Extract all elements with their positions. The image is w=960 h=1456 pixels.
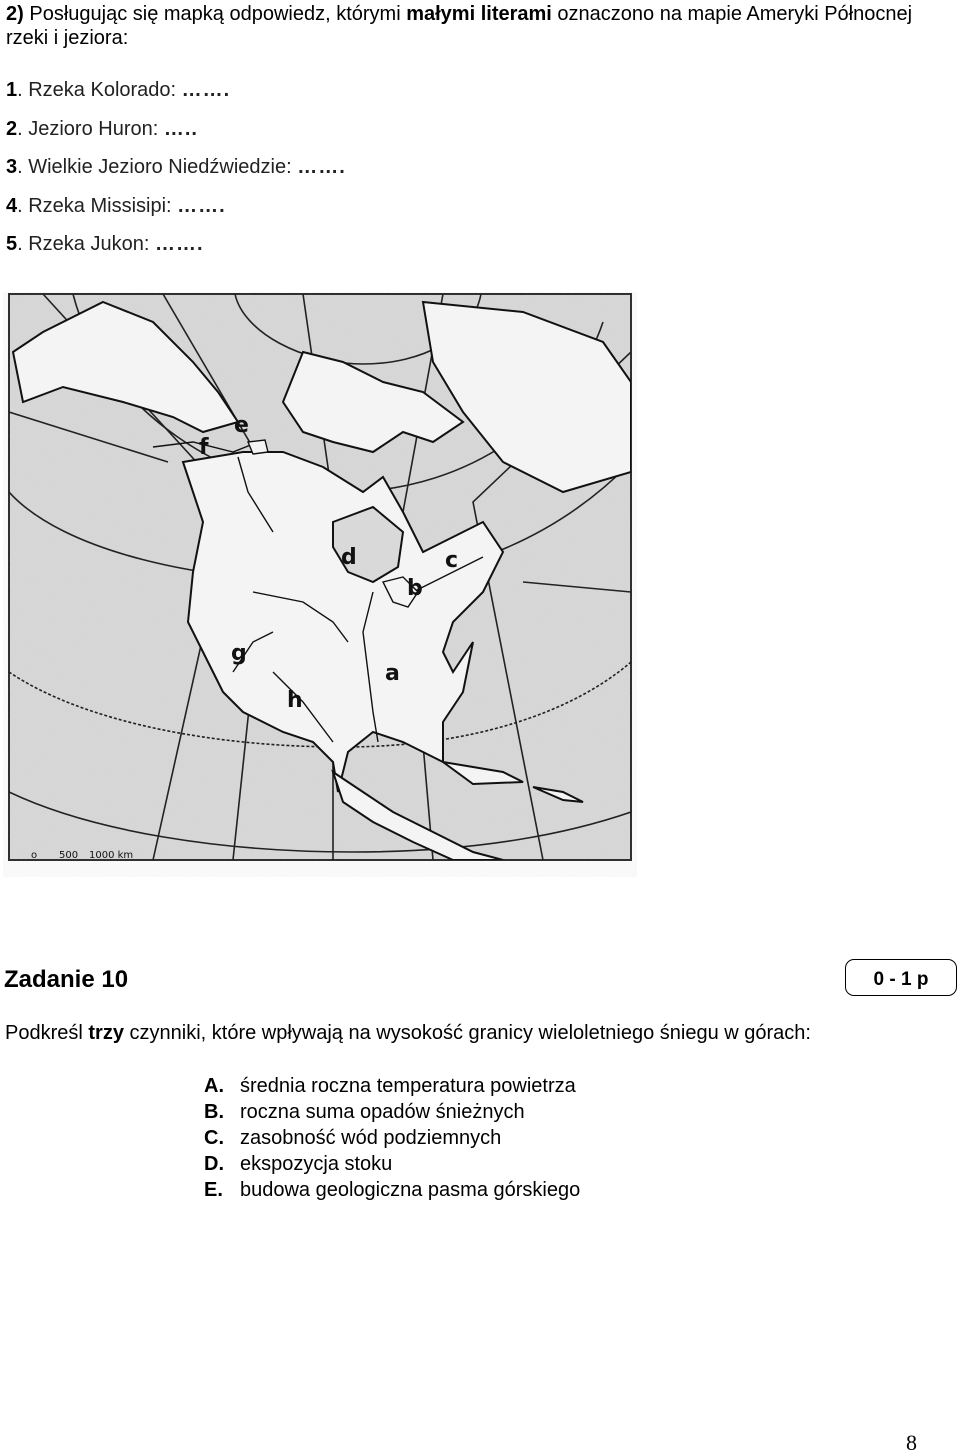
- prompt-before: Podkreśl: [5, 1022, 83, 1044]
- prompt-bold: trzy: [88, 1022, 124, 1044]
- answer-item: [6, 232, 346, 271]
- option-letter: C.: [204, 1127, 224, 1149]
- answer-item: [6, 155, 346, 194]
- map-label-e: e: [234, 413, 249, 438]
- map-label-c: c: [445, 548, 459, 573]
- item-label: . Rzeka Jukon:: [17, 233, 150, 255]
- prompt-after: czynniki, które wpływają na wysokość granicy wieloletniego śniegu w górach:: [129, 1022, 811, 1044]
- scale-end: 1000 km: [89, 850, 134, 861]
- map-label-g: g: [231, 641, 247, 666]
- option-d[interactable]: [204, 1152, 580, 1178]
- question-text-bold: małymi literami: [406, 3, 552, 25]
- item-number: 2: [6, 117, 18, 140]
- item-number: 1: [6, 79, 18, 101]
- option-text: ekspozycja stoku: [240, 1153, 393, 1175]
- answer-blank[interactable]: …….: [181, 79, 231, 101]
- answer-blank[interactable]: …….: [154, 233, 204, 255]
- scale-mid: 500: [59, 850, 79, 861]
- map-label-a: a: [385, 661, 400, 686]
- answer-blank[interactable]: …..: [163, 117, 198, 140]
- option-letter: D.: [204, 1153, 224, 1175]
- task-title: Zadanie 10: [4, 966, 129, 993]
- option-letter: B.: [204, 1101, 224, 1123]
- answer-blank[interactable]: …….: [297, 156, 346, 178]
- options-list: [204, 1074, 580, 1204]
- question-number: 2): [6, 3, 24, 25]
- page-number: 8: [906, 1430, 917, 1455]
- scale-zero: o: [31, 850, 38, 861]
- map-label-h: h: [287, 688, 303, 713]
- item-label: . Rzeka Missisipi:: [17, 194, 172, 217]
- item-number: 4: [6, 194, 18, 217]
- option-text: roczna suma opadów śnieżnych: [240, 1101, 525, 1123]
- answer-item: [6, 194, 346, 233]
- answer-item: [6, 78, 346, 117]
- option-letter: E.: [204, 1179, 223, 1201]
- item-label: . Rzeka Kolorado:: [17, 79, 177, 101]
- option-c[interactable]: [204, 1126, 580, 1152]
- item-label: . Jezioro Huron:: [17, 117, 159, 140]
- question-text-before: Posługując się mapką odpowiedz, którymi: [29, 3, 401, 25]
- answer-item: [6, 117, 346, 156]
- option-text: zasobność wód podziemnych: [240, 1127, 502, 1149]
- item-label: . Wielkie Jezioro Niedźwiedzie:: [17, 156, 292, 178]
- item-number: 3: [6, 156, 18, 178]
- answer-blank[interactable]: …….: [177, 194, 226, 217]
- map-label-b: b: [407, 576, 423, 601]
- option-a[interactable]: [204, 1074, 580, 1100]
- question-text: [6, 2, 946, 50]
- option-text: średnia roczna temperatura powietrza: [240, 1075, 576, 1097]
- answer-list: [6, 78, 346, 271]
- score-badge: 0 - 1 p: [845, 959, 957, 996]
- north-america-map: [3, 292, 637, 877]
- question-text-after: oznaczono na mapie Ameryki Północnej rzeki i jeziora:: [6, 3, 913, 49]
- option-e[interactable]: [204, 1178, 580, 1204]
- item-number: 5: [6, 233, 18, 255]
- task-prompt: [5, 1022, 811, 1045]
- option-letter: A.: [204, 1075, 224, 1097]
- map-label-d: d: [341, 545, 357, 570]
- option-b[interactable]: [204, 1100, 580, 1126]
- map-label-f: f: [199, 435, 209, 460]
- option-text: budowa geologiczna pasma górskiego: [240, 1179, 581, 1201]
